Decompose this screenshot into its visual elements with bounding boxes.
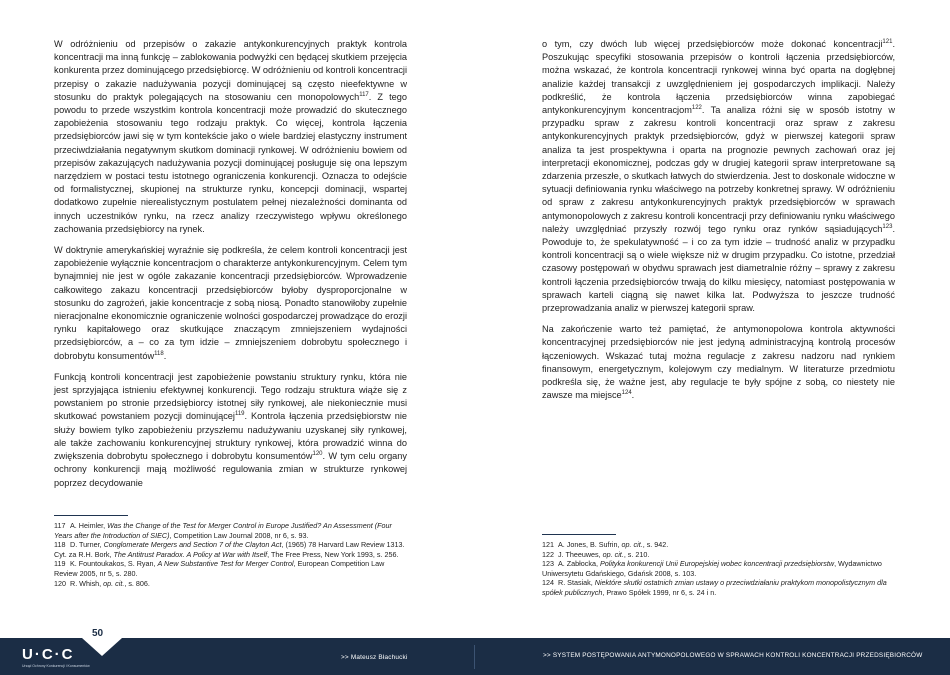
footer-author: >> Mateusz Błachucki	[341, 654, 408, 661]
paragraph: Na zakończenie warto też pamiętać, że antymonopolowa kontrola aktywności koncentracyjnej przedsiębiorców nie jest jedyną administracyjną kontrolą procesów łączeniowych. Wskazać tutaj można regulacje z zakresu nadzoru nad rynkiem finansowym, energetycznym, kolejowym czy medialnym. W literaturze przedmiotu podkreśla się, że ważne jest, aby regulacje te były spójne z sobą, co niestety nie zawsze ma miejsce$^{124}$.	[542, 324, 895, 401]
right-column	[542, 38, 895, 410]
page-number-right: 51	[925, 58, 936, 68]
logo-subtitle: Urząd Ochrony Konkurencji i Konsumentów	[22, 664, 90, 668]
footnote-ref[interactable]: 123	[882, 223, 893, 230]
footnote-ref[interactable]: 117	[359, 91, 369, 98]
paragraph: o tym, czy dwóch lub więcej przedsiębiorców może dokonać koncentracji$^{121}$. Poszukując specyfiki stosowania przepisów o kontroli łączenia przedsiębiorców, można wskazać, że kontrola koncentracji rynkowej winna być oparta na dogłębnej analizie każdej transakcji z uwzględnieniem jej gospodarczych implikacji. Należy podkreślić, że kontrola łączenia przedsiębiorców winna zapobiegać antykonkurencyjnym koncentracjom$^{122}$. Ta analiza różni się w sposób istotny w przypadku spraw z zakresu kontroli koncentracji oraz spraw z zakresu antykonkurencyjnych praktyk przedsiębiorców, gdyż w pierwszej kategorii spraw analiza ta jest prospektywna i oparta na prognozie pewnych zachowań oraz jej interpretacji ekonomicznej, podczas gdy w drugiej kategorii spraw interpretowane są zdarzenia przeszłe, o skutkach łatwych do stwierdzenia. Jest to doskonale widoczne w sytuacji definiowania rynku właściwego na potrzeby konkretnej sprawy. W odróżnieniu od spraw z zakresu antykonkurencyjnych praktyk przedsiębiorców w sprawach antymonopolowych z zakresu kontroli koncentracji przy definiowaniu rynku właściwego należy uwzględniać przyszły rozwój tego rynku oraz rynków sąsiadujących$^{123}$. Powoduje to, że spekulatywność – i co za tym idzie – trudność analiz w przypadku kontroli koncentracji są o wiele większe niż w drugim przypadku. Co istotne, przedział czasowy postępowań w obydwu sprawach jest diametralnie różny – sprawy z zakresu kontroli łączenia przedsiębiorców trwają do kilku miesięcy, natomiast postępowania w sprawach karteli ciągną się nawet kilka lat. Podwyższa to jeszcze trudność przeprowadzania analiz w pierwszej kategorii spraw.	[542, 38, 896, 314]
footnote: 124 R. Stasiak, Niektóre skutki ostatnich zmian ustawy o przeciwdziałaniu praktykom monopolistycznym dla spółek publicznych, Prawo Spółek 1999, nr 6, s. 24 i n.	[542, 578, 887, 597]
paragraph: W doktrynie amerykańskiej wyraźnie się podkreśla, że celem kontroli koncentracji jest zapobieżenie wyłącznie koncentracjom o charakterze antykonkurencyjnym. Celem tym bynajmniej nie jest w ogóle zakazanie koncentracji przedsiębiorców. Wprowadzenie całkowitego zakazu koncentracji przedsiębiorców byłoby dysproporcjonalne w stosunku do zagrożeń, jakie koncentracje z sobą niosą. Ponadto stanowiłoby zupełnie nieracjonalne ekonomicznie ograniczenie wolności gospodarczej prowadzące do erozji rynku kapitałowego oraz skutkujące znaczącym zmniejszeniem wydajności przedsiębiorców, a – co za tym idzie – zmniejszeniem dobrobytu społecznego i dobrobytu konsumentów$^{118}$.	[54, 245, 407, 361]
footnotes-right	[542, 540, 897, 598]
paragraph: Funkcją kontroli koncentracji jest zapobieżenie powstaniu struktury rynku, która nie jest sprzyjająca istnieniu efektywnej konkurencji. Tego rodzaju struktura wiąże się z powstaniem po stronie przedsiębiorcy istotnej siły rynkowej, ale niekoniecznie musi skutkować powstaniem pozycji dominującej$^{119}$. Kontrola łączenia przedsiębiorstw nie służy bowiem tylko zapobieżeniu przyszłemu nadużywaniu uzyskanej siły rynkowej, ale także zachowaniu konkurencyjnej struktury rynkowej, która prowadzić winna do zwiększenia dobrobytu społecznego i dobrobytu konsumentów$^{120}$. W tym celu organy ochrony konkurencji mają możliwość regulowania zmian w strukturze rynkowej poprzez decydowanie	[54, 371, 407, 488]
left-column	[54, 38, 407, 498]
footer-divider	[474, 645, 475, 669]
footnote-ref[interactable]: 120	[312, 451, 323, 458]
footnote: 122 J. Theeuwes, op. cit., s. 210.	[542, 549, 650, 559]
footnote-ref[interactable]: 121	[882, 38, 893, 45]
footnote: 119 K. Fountoukakos, S. Ryan, A New Substantive Test for Merger Control, European Competition Law Review 2005, nr 5, s. 280.	[54, 559, 385, 578]
page-number-left: 50	[92, 628, 104, 639]
footnote-ref[interactable]: 122	[691, 104, 702, 111]
footnote-ref[interactable]: 124	[621, 390, 632, 397]
footnote-ref[interactable]: 119	[234, 411, 245, 418]
footnote-rule-left	[54, 515, 128, 516]
footnote-rule-right	[542, 534, 616, 535]
footnote: 123 A. Zabłocka, Polityka konkurencji Unii Europejskiej wobec koncentracji przedsiębiorstw, Wydawnictwo Uniwersytetu Gdańskiego, Gdańsk 2008, s. 103.	[542, 559, 882, 578]
footnote: 121 A. Jones, B. Sufrin, op. cit., s. 942.	[542, 540, 669, 549]
footnote: 118 D. Turner, Conglomerate Mergers and Section 7 of the Clayton Act, (1965) 78 Harvard Law Review 1313. Cyt. za R.H. Bork, The Antitrust Paradox. A Policy at War with Itself, The Free Press, New York 1993, s. 256.	[54, 540, 405, 559]
footnote: 120 R. Whish, op. cit., s. 806.	[54, 578, 150, 588]
uokik-logo: U·C·C	[22, 646, 75, 663]
footer-title: >> SYSTEM POSTĘPOWANIA ANTYMONOPOLOWEGO W SPRAWACH KONTROLI KONCENTRACJI PRZEDSIĘBIORCÓW	[543, 652, 923, 659]
footnote-ref[interactable]: 118	[154, 350, 164, 357]
page-number-notch	[82, 638, 122, 658]
footnote: 117 A. Heimler, Was the Change of the Test for Merger Control in Europe Justified? An Assessment (Four Years after the Introduction of SIEC), Competition Law Journal 2008, nr 6, s. 93.	[54, 521, 392, 540]
paragraph: W odróżnieniu od przepisów o zakazie antykonkurencyjnych praktyk kontrola koncentracji ma inną funkcję – zablokowania podwyżki cen będącej skutkiem przejęcia konkurenta przez dominującego przedsiębiorcę. W odróżnieniu od kontroli koncentracji przepisy o zakazie nadużywania pozycji dominującej są często nieefektywne w stosunku do praktyk polegających na stosowaniu cen monopolowych$^{117}$. Z tego powodu to przede wszystkim kontrola koncentracji może prowadzić do skutecznego zapobieżenia stosowaniu tego rodzaju praktyk. Co więcej, kontrola łączenia przedsiębiorców jawi się w tym kontekście jako o wiele bardziej elastyczny instrument przeciwdziałania negatywnym skutkom dominacji rynkowej. W odróżnieniu bowiem od przepisów zakazujących nadużywania pozycji dominującej posługuje się ona lepszym narzędziem w postaci testu istotnego ograniczenia konkurencji. Oznacza to odejście od formalistycznej, skupionej na strukturze rynku, koncepcji dominacji, wspartej dodatkowo zupełnie nierealistycznym postulatem pełnej niezależności dominanta od innych uczestników rynku, na rzecz analizy rzeczywistego wpływu określonego zachowania przedsiębiorcy na rynek.	[54, 39, 408, 234]
footnotes-left	[54, 521, 409, 588]
